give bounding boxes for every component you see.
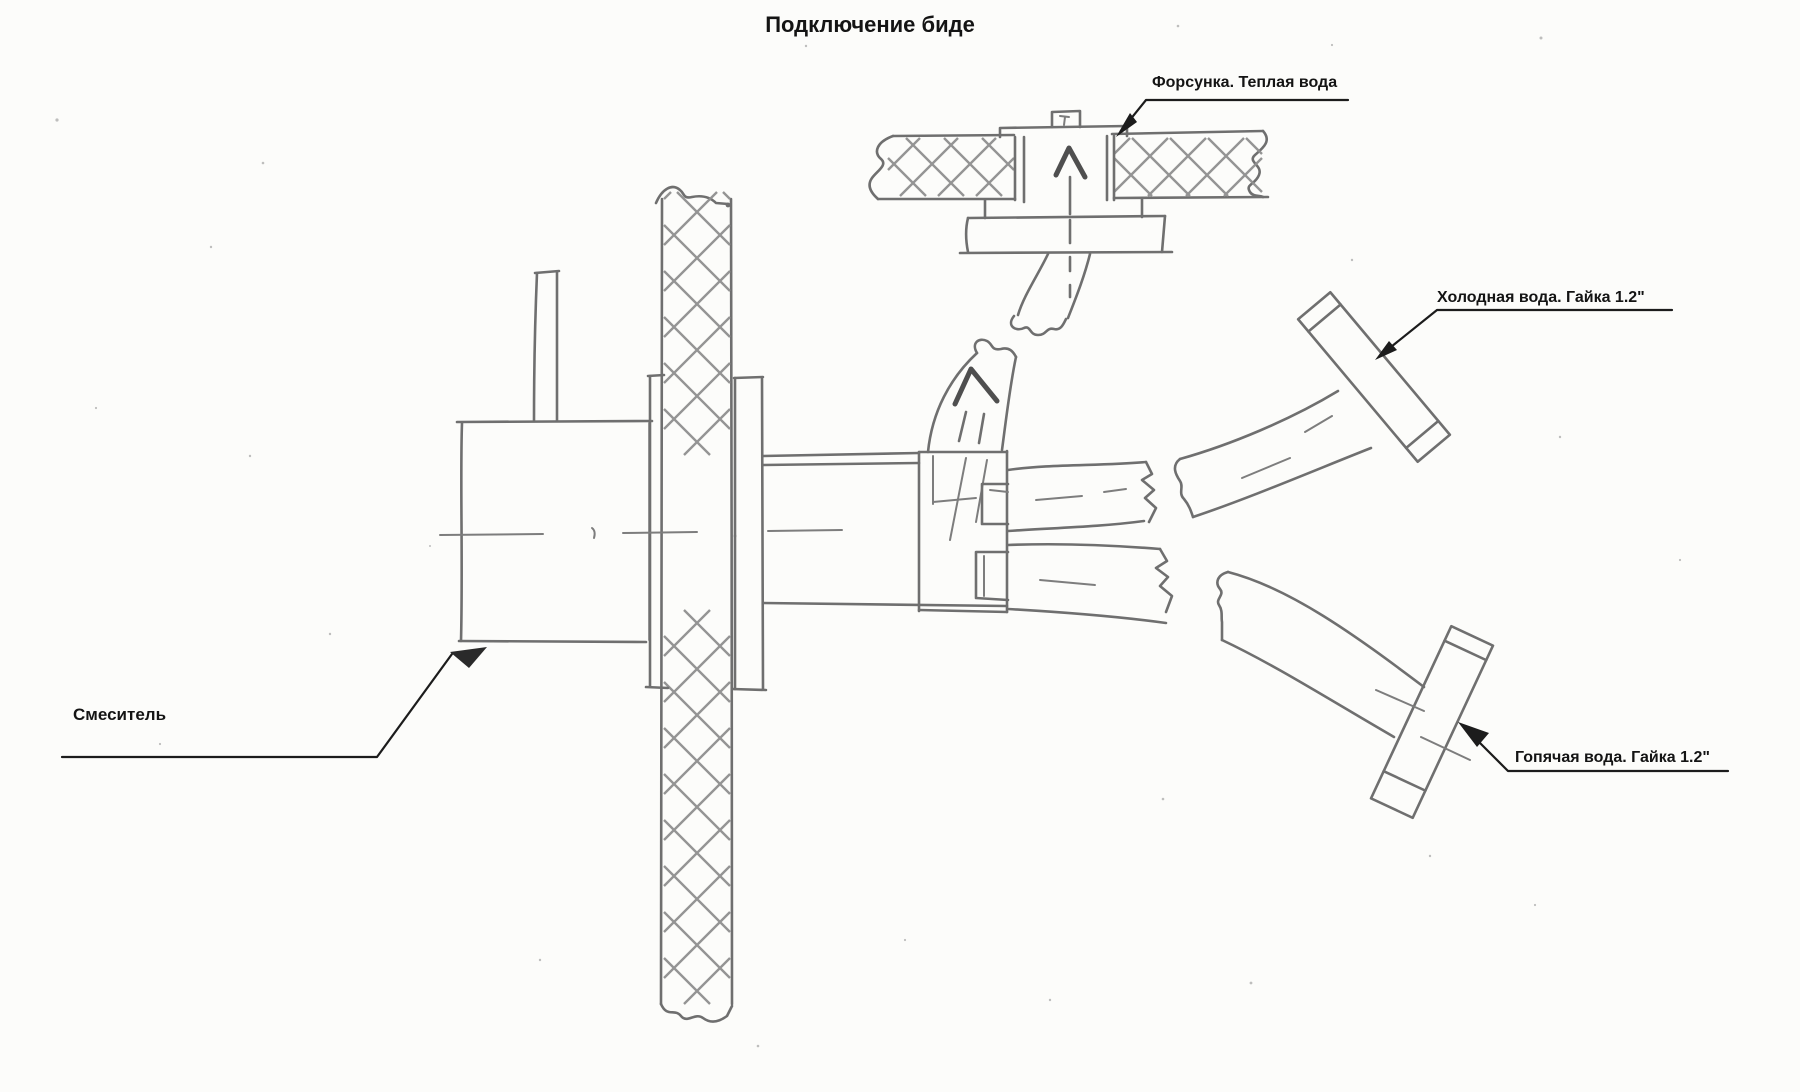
nozzle-down-pipe xyxy=(1011,254,1090,335)
tee-riser-pipe xyxy=(928,340,1016,452)
hose-break xyxy=(1217,572,1228,640)
mixer-label: Смеситель xyxy=(73,705,167,724)
cold-outlet-fitting xyxy=(982,484,1008,524)
leader-lines xyxy=(62,100,1728,771)
hot-water-label: Гопячая вода. Гайка 1.2" xyxy=(1515,749,1710,766)
nozzle-top-fitting xyxy=(1052,111,1080,127)
leader-arrowhead xyxy=(450,647,487,668)
hose-break xyxy=(1156,549,1172,612)
nozzle-label: Форсунка. Теплая вода xyxy=(1152,74,1338,91)
hose-break xyxy=(1142,462,1156,522)
mixer-body xyxy=(457,271,652,642)
centerline xyxy=(440,528,842,538)
nozzle-flow-arrow xyxy=(1056,148,1085,297)
wall-bottom-break xyxy=(661,1004,732,1022)
deck-hatch-left xyxy=(888,138,1014,196)
flow-arrows xyxy=(955,148,1085,443)
paper-specks xyxy=(55,25,1681,1048)
cold-water-label: Холодная вода. Гайка 1.2" xyxy=(1437,289,1645,306)
through-pipe xyxy=(763,453,1007,606)
tee-body xyxy=(919,451,1008,612)
wall xyxy=(656,187,732,1022)
mixer-riser-pipe xyxy=(534,273,537,421)
wall-hatch-upper xyxy=(664,192,730,455)
hot-outlet-fitting xyxy=(976,552,1008,600)
nozzle-step xyxy=(985,199,1142,218)
hot-water-hose xyxy=(1008,544,1424,737)
tee-flow-arrow xyxy=(955,369,997,443)
nozzle-flange xyxy=(960,216,1172,253)
cold-water-hose xyxy=(1008,391,1371,531)
deck-hatch-right xyxy=(1114,138,1262,196)
wall-hatch-lower xyxy=(664,610,730,1004)
leader-arrowhead xyxy=(1458,722,1489,747)
mixer-leader xyxy=(62,647,487,757)
pipe-break xyxy=(1011,316,1066,335)
diagram-title: Подключение биде xyxy=(765,12,975,37)
cold-leader xyxy=(1375,310,1672,360)
hose-break xyxy=(1175,459,1193,517)
hot-water-nut xyxy=(1371,626,1493,818)
pipe-break xyxy=(975,340,1016,357)
nozzle-body xyxy=(1015,136,1114,202)
